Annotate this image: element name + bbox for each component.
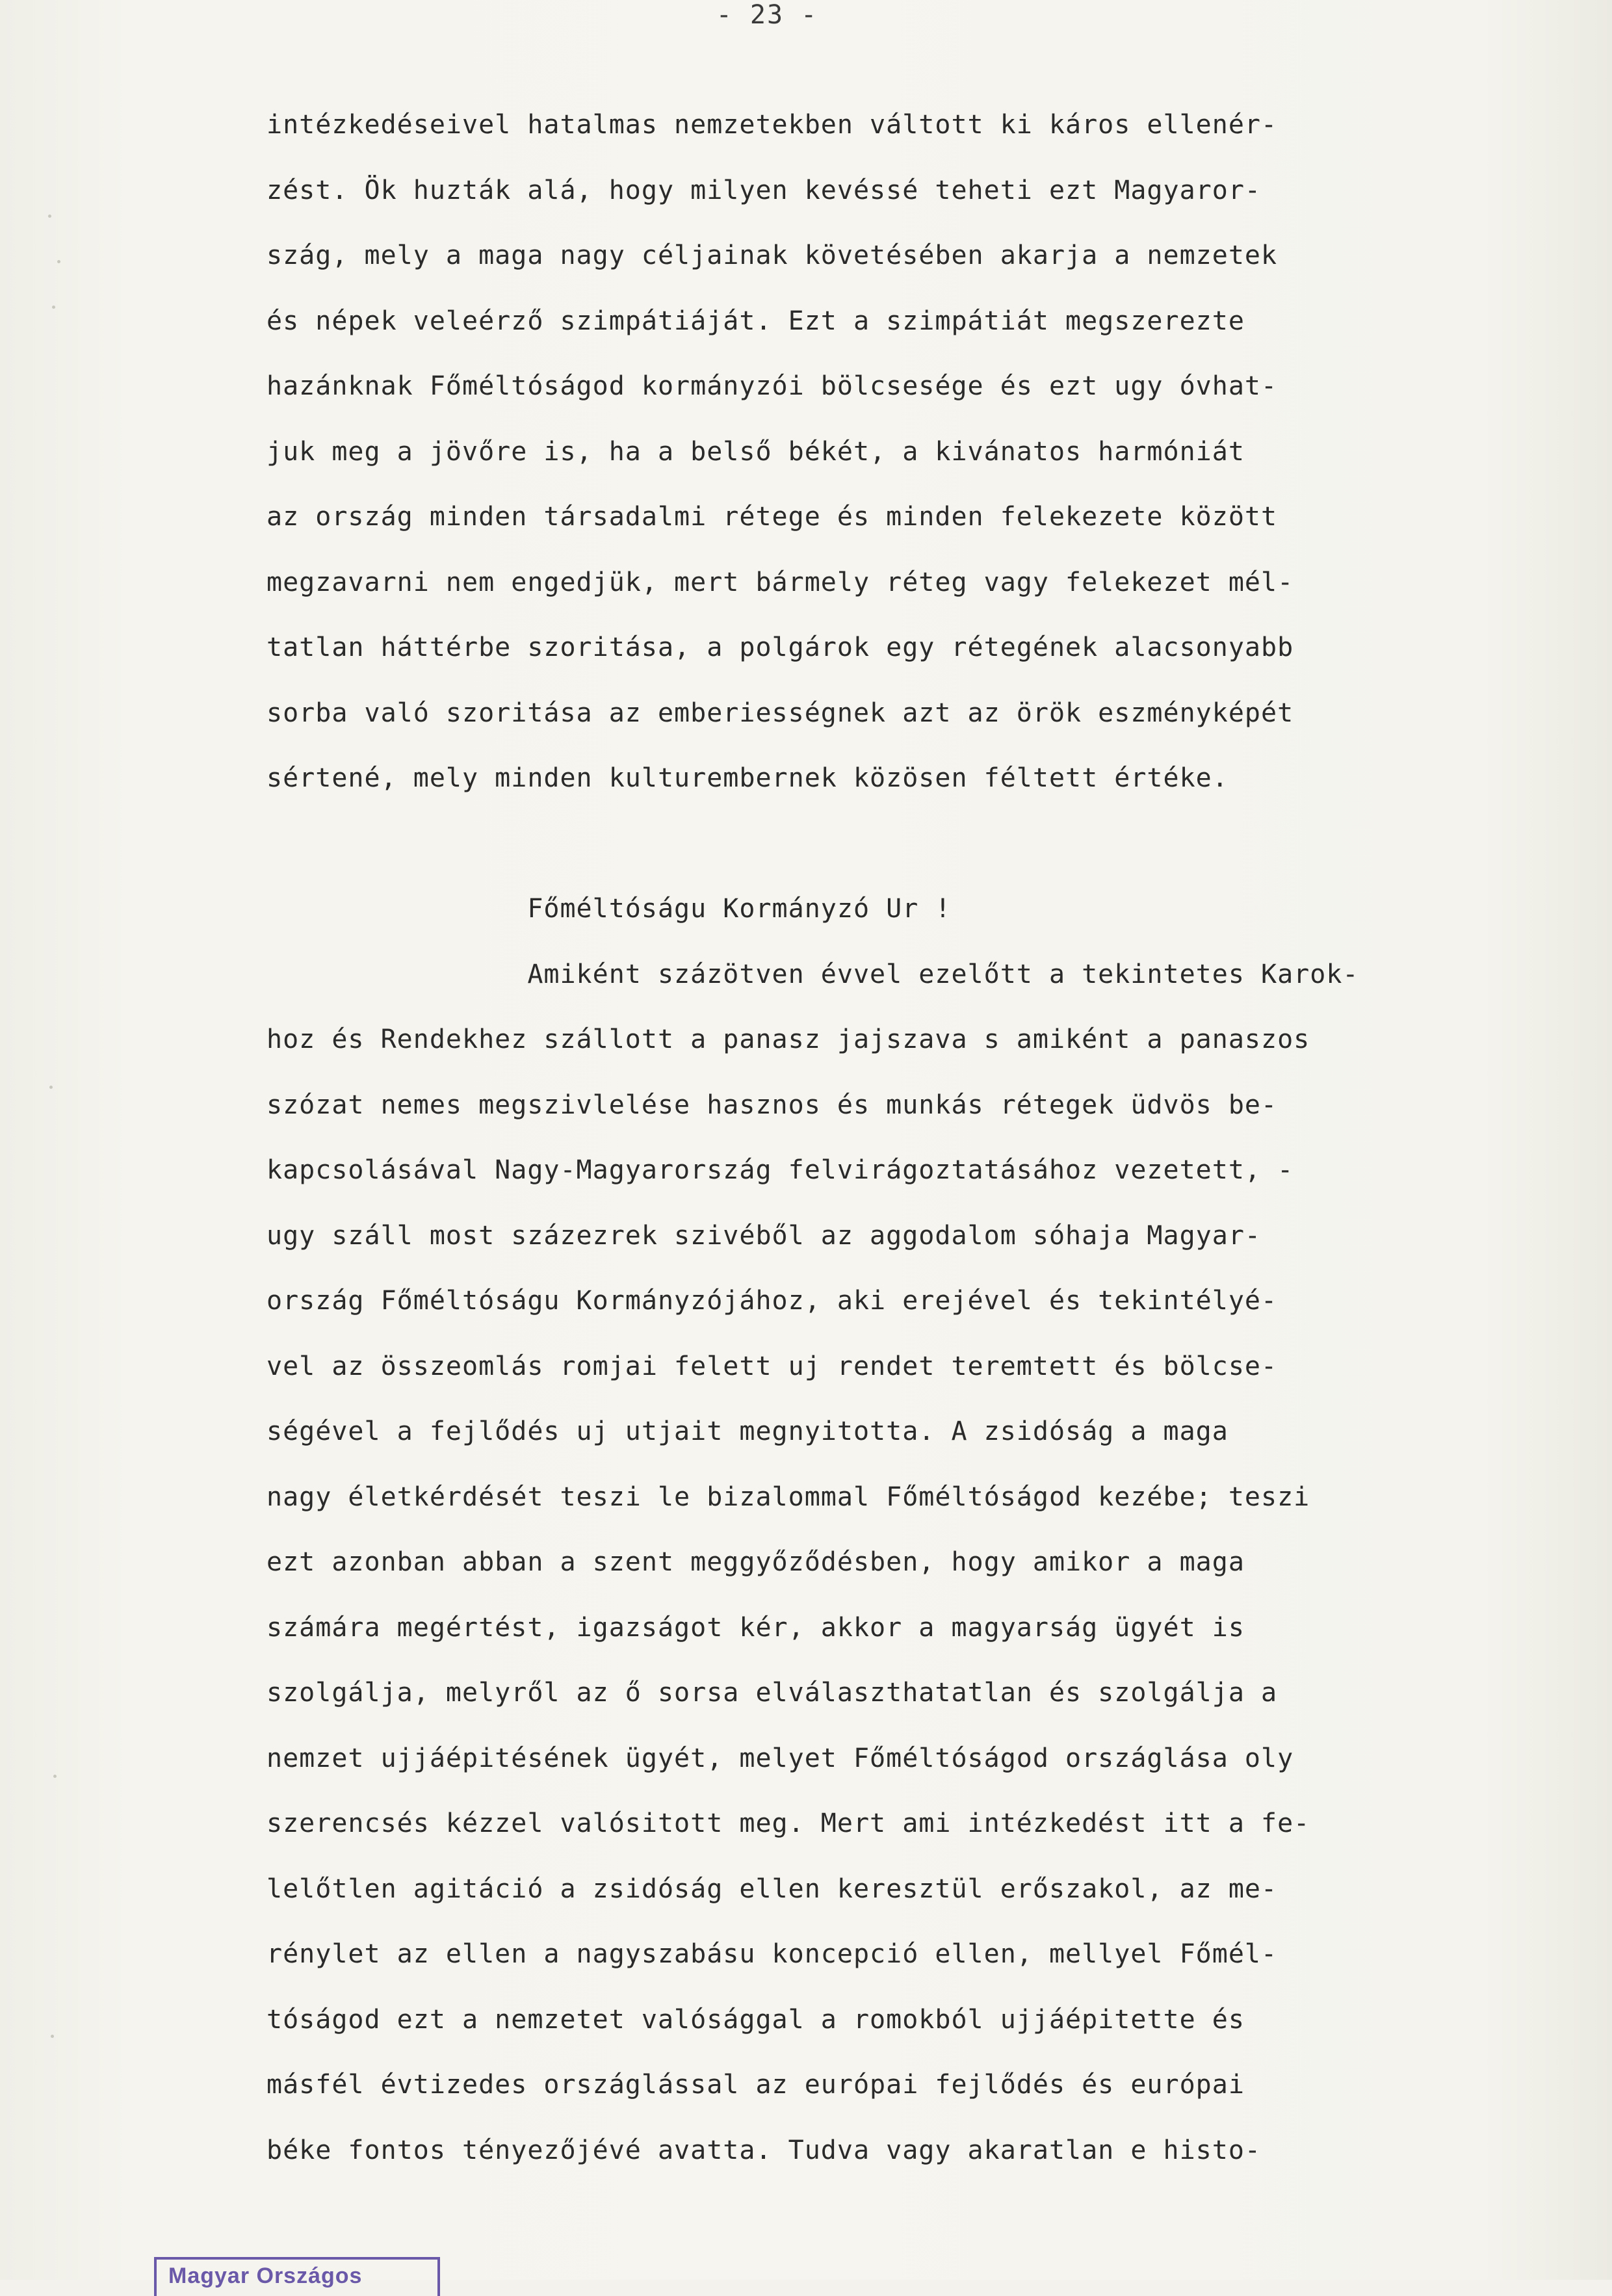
text-line: szág, mely a maga nagy céljainak követésében akarja a nemzetek [266, 241, 1278, 270]
text-line: béke fontos tényezőjévé avatta. Tudva vagy akaratlan e histo- [266, 2135, 1262, 2165]
text-line: sértené, mely minden kulturembernek közösen féltett értéke. [266, 763, 1228, 793]
paper-mark [52, 306, 55, 309]
paper-mark [48, 215, 51, 218]
text-line: másfél évtizedes országlással az európai fejlődés és európai [266, 2070, 1245, 2100]
text-line: kapcsolásával Nagy-Magyarország felvirágoztatásához vezetett, - [266, 1155, 1294, 1185]
text-line: Amiként százötven évvel ezelőtt a tekintetes Karok- [266, 959, 1359, 989]
page-number: - 23 - [716, 0, 818, 30]
text-line: hoz és Rendekhez szállott a panasz jajszava s amiként a panaszos [266, 1024, 1310, 1054]
paper-mark [57, 260, 60, 263]
text-line: ország Főméltóságu Kormányzójához, aki erejével és tekintélyé- [266, 1286, 1278, 1316]
text-line: intézkedéseivel hatalmas nemzetekben váltott ki káros ellenér- [266, 110, 1278, 140]
text-line: Főméltóságu Kormányzó Ur ! [266, 894, 952, 924]
text-line: és népek veleérző szimpátiáját. Ezt a szimpátiát megszerezte [266, 306, 1245, 336]
text-line: nemzet ujjáépitésének ügyét, melyet Főméltóságod országlása oly [266, 1743, 1294, 1773]
text-line: lelőtlen agitáció a zsidóság ellen keresztül erőszakol, az me- [266, 1874, 1278, 1904]
text-line: sorba való szoritása az emberiességnek azt az örök eszményképét [266, 698, 1294, 728]
text-line: tatlan háttérbe szoritása, a polgárok egy rétegének alacsonyabb [266, 633, 1294, 662]
text-line: hazánknak Főméltóságod kormányzói bölcsesége és ezt ugy óvhat- [266, 371, 1278, 401]
text-line: szózat nemes megszivlelése hasznos és munkás rétegek üdvös be- [266, 1090, 1278, 1120]
text-line: megzavarni nem engedjük, mert bármely réteg vagy felekezet mél- [266, 567, 1294, 597]
stamp-text: Magyar Országos [168, 2263, 363, 2288]
text-line: rénylet az ellen a nagyszabásu koncepció ellen, mellyel Főmél- [266, 1939, 1278, 1969]
text-line: ezt azonban abban a szent meggyőződésben, hogy amikor a maga [266, 1547, 1245, 1577]
text-line: szerencsés kézzel valósitott meg. Mert ami intézkedést itt a fe- [266, 1808, 1310, 1838]
text-line: zést. Ök huzták alá, hogy milyen kevéssé teheti ezt Magyaror- [266, 176, 1262, 205]
paper-mark [53, 1775, 57, 1778]
text-line: ugy száll most százezrek szivéből az aggodalom sóhaja Magyar- [266, 1221, 1262, 1251]
text-line: nagy életkérdését teszi le bizalommal Főméltóságod kezébe; teszi [266, 1482, 1310, 1512]
text-line: az ország minden társadalmi rétege és minden felekezete között [266, 502, 1278, 532]
text-line: vel az összeomlás romjai felett uj rendet teremtett és bölcse- [266, 1351, 1278, 1381]
text-line: ségével a fejlődés uj utjait megnyitotta. A zsidóság a maga [266, 1416, 1228, 1446]
text-line: juk meg a jövőre is, ha a belső békét, a kivánatos harmóniát [266, 437, 1245, 467]
text-line: szolgálja, melyről az ő sorsa elválaszthatatlan és szolgálja a [266, 1678, 1278, 1708]
text-line: tóságod ezt a nemzetet valósággal a romokból ujjáépitette és [266, 2005, 1245, 2035]
archive-stamp [154, 2257, 440, 2296]
paper-mark [49, 1086, 53, 1089]
paper-mark [51, 2035, 54, 2038]
text-line: számára megértést, igazságot kér, akkor a magyarság ügyét is [266, 1613, 1245, 1643]
